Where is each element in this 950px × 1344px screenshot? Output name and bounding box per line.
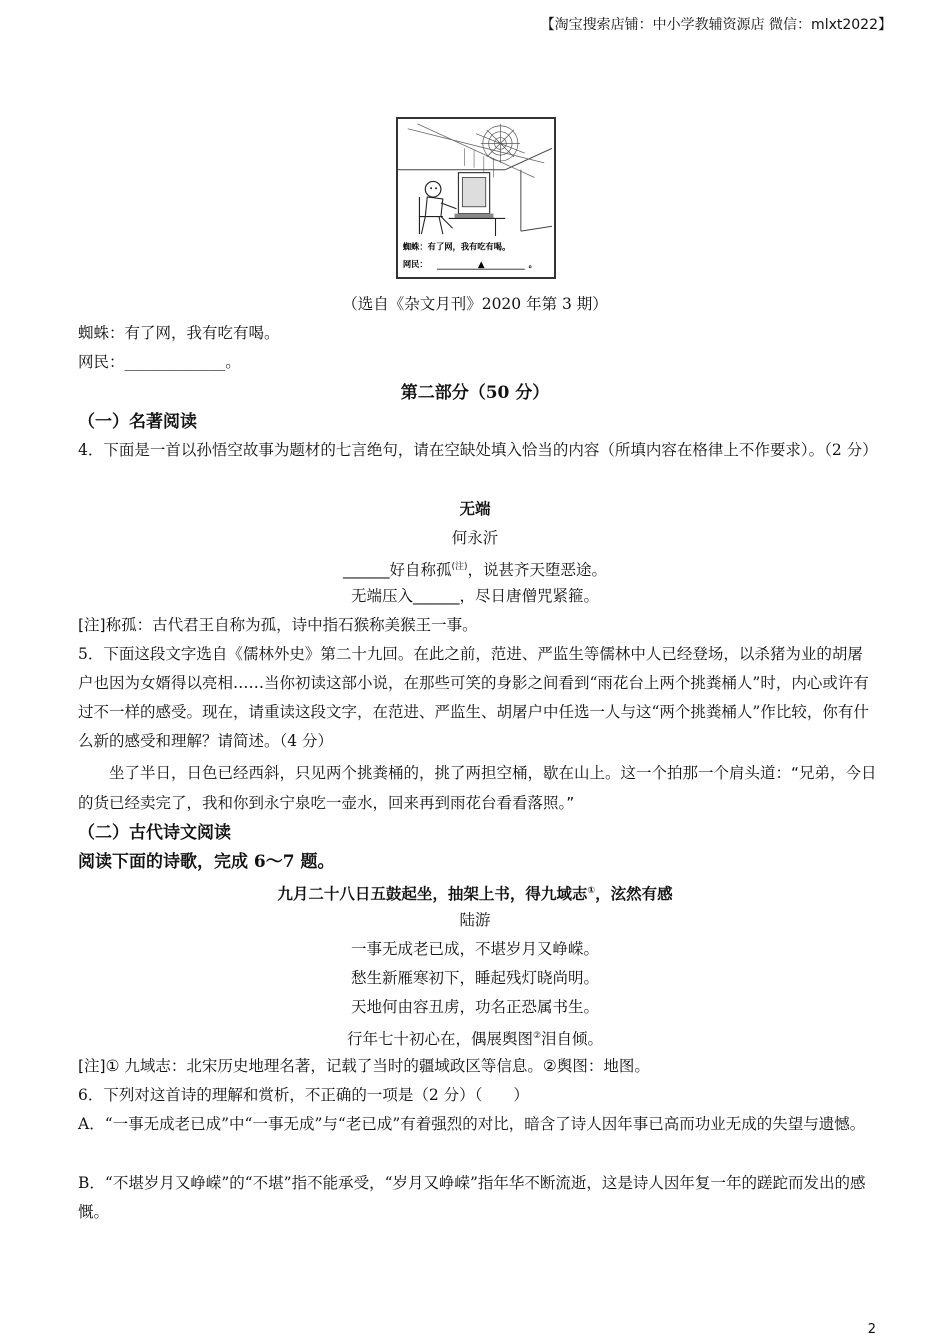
q5-excerpt: 坐了半日，日色已经西斜，只见两个挑粪桶的，挑了两担空桶，歇在山上。这一个拍那一个肩头道：“兄弟，今日的货已经卖完了，我和你到永宁泉吃一壶水，回来再到雨花台看看落照。” bbox=[78, 764, 877, 812]
cartoon-source-note: （选自《杂文月刊》2020 年第 3 期） bbox=[342, 295, 608, 313]
poem1-line1-a: ______好自称孤 bbox=[342, 561, 452, 580]
poem2-title-b: ，泫然有感 bbox=[595, 885, 673, 904]
q6-option-b: B．“不堪岁月又峥嵘”的“不堪”指不能承受，“岁月又峥嵘”指年华不断流逝，这是诗人因年复一年的蹉跎而发出的感慨。 bbox=[78, 1174, 866, 1221]
page-number: 2 bbox=[867, 1322, 876, 1337]
cartoon-caption-1: 蜘蛛：有了网，我有吃有喝。 bbox=[402, 241, 511, 252]
poem1-title: 无端 bbox=[459, 500, 491, 518]
section1-title: （一）名著阅读 bbox=[78, 412, 197, 432]
poem2-line1: 一事无成老已成，不堪岁月又峥嵘。 bbox=[350, 940, 599, 958]
poem2-title-a: 九月二十八日五鼓起坐，抽架上书，得九域志 bbox=[277, 885, 588, 904]
cartoon-blank-marker: ▲ bbox=[477, 260, 485, 271]
section2-title: （二）古代诗文阅读 bbox=[78, 823, 231, 843]
section2-instruction: 阅读下面的诗歌，完成 6～7 题。 bbox=[78, 852, 335, 872]
poem2-line4-b: 泪自倾。 bbox=[541, 1030, 604, 1049]
part2-title: 第二部分（50 分） bbox=[400, 383, 550, 403]
poem2-title bbox=[0, 877, 950, 909]
poem1-note: [注]称孤：古代君王自称为孤，诗中指石猴称美猴王一事。 bbox=[78, 616, 478, 634]
poem2-note: [注]① 九域志：北宋历史地理名著，记载了当时的疆域政区等信息。②舆图：地图。 bbox=[78, 1057, 650, 1075]
q4-question: 4．下面是一首以孙悟空故事为题材的七言绝句，请在空缺处填入恰当的内容（所填内容在格律上不作要求）。（2 分） bbox=[78, 441, 878, 459]
poem1-author: 何永沂 bbox=[451, 529, 499, 547]
poem2-author: 陆游 bbox=[459, 911, 491, 929]
q6-question: 6．下列对这首诗的理解和赏析，不正确的一项是（2 分）（ ） bbox=[78, 1086, 529, 1104]
poem1-note-mark: (注) bbox=[451, 562, 468, 572]
poem2-line4-note-mark: ② bbox=[532, 1031, 542, 1041]
cartoon-caption-2-end: 。 bbox=[528, 259, 537, 270]
cartoon-image bbox=[396, 117, 556, 279]
spider-web-cartoon bbox=[398, 119, 554, 277]
q6-option-a: A．“一事无成老已成”中“一事无成”与“老已成”有着强烈的对比，暗含了诗人因年事已高而功业无成的失望与遗憾。 bbox=[78, 1115, 866, 1133]
netizen-line: 网民：_____________。 bbox=[78, 353, 241, 371]
cartoon-caption-2-prefix: 网民： bbox=[402, 259, 428, 270]
page-header: 【淘宝搜索店铺：中小学教辅资源店 微信：mlxt2022】 bbox=[540, 17, 892, 33]
poem1-line2: 无端压入______，尽日唐僧咒紧箍。 bbox=[350, 587, 599, 605]
poem1-line1 bbox=[0, 553, 950, 585]
poem2-line3: 天地何由容丑虏，功名正恐属书生。 bbox=[350, 998, 599, 1016]
poem1-line1-b: ，说甚齐天堕恶途。 bbox=[467, 561, 608, 580]
q5-question: 5．下面这段文字选自《儒林外史》第二十九回。在此之前，范进、严监生等儒林中人已经登场，以杀猪为业的胡屠户也因为女婿得以亮相……当你初读这部小说，在那些可笑的身影之间看到“雨花台上两个挑粪桶人”时，内心或许有过不一样的感受。现在，请重读这段文字，在范进、严监生、胡屠户中任选一人与这“两个挑粪桶人”作比较，你有什么新的感受和理解？请简述。（4 分） bbox=[78, 645, 869, 750]
spider-line: 蜘蛛：有了网，我有吃有喝。 bbox=[78, 324, 280, 342]
poem2-line4-a: 行年七十初心在，偶展舆图 bbox=[346, 1030, 533, 1049]
poem2-title-note-mark: ① bbox=[587, 886, 596, 896]
poem2-line2: 愁生新雁寒初下，睡起残灯晓尚明。 bbox=[350, 969, 599, 987]
poem2-line4 bbox=[0, 1022, 950, 1054]
